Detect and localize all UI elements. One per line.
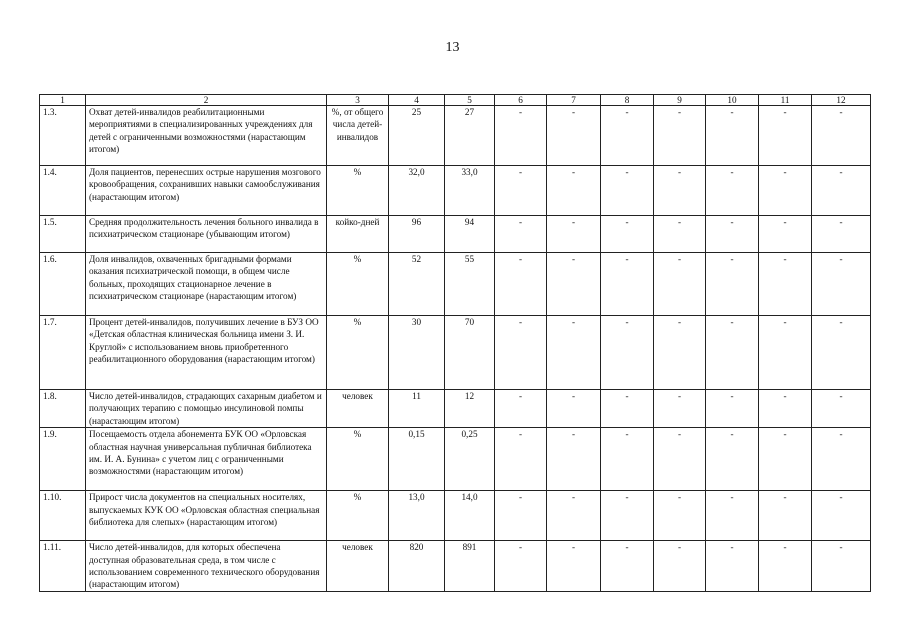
empty-value-cell: -	[706, 106, 759, 166]
empty-value-cell: -	[812, 253, 871, 316]
empty-value-cell: -	[812, 390, 871, 428]
value-col-4: 820	[389, 541, 445, 592]
table-row	[40, 316, 871, 390]
unit-of-measure: человек	[327, 390, 389, 428]
value-col-5: 70	[445, 316, 495, 390]
empty-value-cell: -	[654, 253, 706, 316]
unit-of-measure: %	[327, 428, 389, 491]
empty-value-cell: -	[547, 428, 601, 491]
indicator-name: Прирост числа документов на специальных носителях, выпускаемых КУК ОО «Орловская областная специальная библиотека для слепых» (нарастающим итогом)	[86, 491, 327, 541]
empty-value-cell: -	[654, 541, 706, 592]
empty-value-cell: -	[654, 106, 706, 166]
value-col-5: 33,0	[445, 166, 495, 216]
empty-value-cell: -	[547, 216, 601, 253]
row-number: 1.5.	[40, 216, 86, 253]
empty-value-cell: -	[654, 390, 706, 428]
value-col-5: 55	[445, 253, 495, 316]
column-header: 10	[706, 95, 759, 106]
value-col-5: 891	[445, 541, 495, 592]
empty-value-cell: -	[495, 428, 547, 491]
column-header: 2	[86, 95, 327, 106]
unit-of-measure: %	[327, 253, 389, 316]
empty-value-cell: -	[495, 216, 547, 253]
empty-value-cell: -	[759, 541, 812, 592]
value-col-4: 0,15	[389, 428, 445, 491]
table-row	[40, 253, 871, 316]
empty-value-cell: -	[706, 253, 759, 316]
row-number: 1.9.	[40, 428, 86, 491]
empty-value-cell: -	[759, 106, 812, 166]
column-header: 3	[327, 95, 389, 106]
empty-value-cell: -	[547, 166, 601, 216]
empty-value-cell: -	[601, 541, 654, 592]
empty-value-cell: -	[812, 541, 871, 592]
empty-value-cell: -	[759, 166, 812, 216]
row-number: 1.6.	[40, 253, 86, 316]
empty-value-cell: -	[654, 316, 706, 390]
page-number: 13	[445, 40, 460, 55]
table-row	[40, 390, 871, 428]
column-header: 8	[601, 95, 654, 106]
indicator-name: Процент детей-инвалидов, получивших лечение в БУЗ ОО «Детская областная клиническая больница имени З. И. Круглой» с использованием вновь приобретенного реабилитационного оборудования (нарастающим итогом)	[86, 316, 327, 390]
value-col-5: 0,25	[445, 428, 495, 491]
column-header: 6	[495, 95, 547, 106]
empty-value-cell: -	[495, 106, 547, 166]
table-row	[40, 491, 871, 541]
column-header: 12	[812, 95, 871, 106]
empty-value-cell: -	[601, 216, 654, 253]
row-number: 1.3.	[40, 106, 86, 166]
column-header: 1	[40, 95, 86, 106]
table-row	[40, 428, 871, 491]
empty-value-cell: -	[601, 106, 654, 166]
empty-value-cell: -	[812, 216, 871, 253]
indicator-name: Средняя продолжительность лечения больного инвалида в психиатрическом стационаре (убывающим итогом)	[86, 216, 327, 253]
column-header: 5	[445, 95, 495, 106]
value-col-4: 25	[389, 106, 445, 166]
column-header: 11	[759, 95, 812, 106]
empty-value-cell: -	[759, 316, 812, 390]
value-col-4: 11	[389, 390, 445, 428]
empty-value-cell: -	[812, 428, 871, 491]
column-header: 4	[389, 95, 445, 106]
unit-of-measure: %	[327, 491, 389, 541]
column-header: 9	[654, 95, 706, 106]
empty-value-cell: -	[601, 316, 654, 390]
value-col-4: 52	[389, 253, 445, 316]
empty-value-cell: -	[654, 216, 706, 253]
empty-value-cell: -	[547, 316, 601, 390]
empty-value-cell: -	[706, 390, 759, 428]
value-col-5: 94	[445, 216, 495, 253]
empty-value-cell: -	[495, 316, 547, 390]
empty-value-cell: -	[654, 166, 706, 216]
table-row	[40, 166, 871, 216]
column-header: 7	[547, 95, 601, 106]
empty-value-cell: -	[812, 316, 871, 390]
empty-value-cell: -	[601, 253, 654, 316]
empty-value-cell: -	[706, 428, 759, 491]
value-col-5: 27	[445, 106, 495, 166]
row-number: 1.4.	[40, 166, 86, 216]
empty-value-cell: -	[495, 253, 547, 316]
empty-value-cell: -	[601, 428, 654, 491]
table-row	[40, 216, 871, 253]
table-row	[40, 106, 871, 166]
empty-value-cell: -	[759, 428, 812, 491]
value-col-4: 13,0	[389, 491, 445, 541]
empty-value-cell: -	[654, 491, 706, 541]
table-row	[40, 541, 871, 592]
empty-value-cell: -	[706, 216, 759, 253]
row-number: 1.11.	[40, 541, 86, 592]
empty-value-cell: -	[812, 106, 871, 166]
value-col-5: 14,0	[445, 491, 495, 541]
unit-of-measure: человек	[327, 541, 389, 592]
empty-value-cell: -	[706, 491, 759, 541]
empty-value-cell: -	[812, 166, 871, 216]
empty-value-cell: -	[547, 390, 601, 428]
empty-value-cell: -	[547, 491, 601, 541]
unit-of-measure: %, от общего числа детей-инвалидов	[327, 106, 389, 166]
indicator-name: Охват детей-инвалидов реабилитационными мероприятиями в специализированных учреждениях для детей с ограниченными возможностями (нарастающим итогом)	[86, 106, 327, 166]
empty-value-cell: -	[759, 253, 812, 316]
indicator-name: Доля пациентов, перенесших острые нарушения мозгового кровообращения, сохранивших навыки самообслуживания (нарастающим итогом)	[86, 166, 327, 216]
empty-value-cell: -	[706, 316, 759, 390]
empty-value-cell: -	[547, 253, 601, 316]
empty-value-cell: -	[601, 390, 654, 428]
empty-value-cell: -	[759, 491, 812, 541]
empty-value-cell: -	[495, 491, 547, 541]
row-number: 1.8.	[40, 390, 86, 428]
indicator-name: Число детей-инвалидов, страдающих сахарным диабетом и получающих терапию с помощью инсулиновой помпы (нарастающим итогом)	[86, 390, 327, 428]
unit-of-measure: %	[327, 166, 389, 216]
value-col-4: 32,0	[389, 166, 445, 216]
value-col-4: 96	[389, 216, 445, 253]
empty-value-cell: -	[601, 491, 654, 541]
indicator-name: Посещаемость отдела абонемента БУК ОО «Орловская областная научная универсальная публичная библиотека им. И. А. Бунина» с учетом лиц с ограниченными возможностями (нарастающим итогом)	[86, 428, 327, 491]
value-col-4: 30	[389, 316, 445, 390]
empty-value-cell: -	[654, 428, 706, 491]
empty-value-cell: -	[706, 166, 759, 216]
unit-of-measure: койко-дней	[327, 216, 389, 253]
empty-value-cell: -	[759, 216, 812, 253]
empty-value-cell: -	[495, 541, 547, 592]
empty-value-cell: -	[547, 106, 601, 166]
empty-value-cell: -	[601, 166, 654, 216]
row-number: 1.10.	[40, 491, 86, 541]
empty-value-cell: -	[706, 541, 759, 592]
indicator-name: Число детей-инвалидов, для которых обеспечена доступная образовательная среда, в том числе с использованием современного технического оборудования (нарастающим итогом)	[86, 541, 327, 592]
empty-value-cell: -	[547, 541, 601, 592]
row-number: 1.7.	[40, 316, 86, 390]
table-header-row	[40, 95, 871, 106]
empty-value-cell: -	[759, 390, 812, 428]
unit-of-measure: %	[327, 316, 389, 390]
empty-value-cell: -	[495, 166, 547, 216]
empty-value-cell: -	[495, 390, 547, 428]
value-col-5: 12	[445, 390, 495, 428]
indicator-name: Доля инвалидов, охваченных бригадными формами оказания психиатрической помощи, в общем числе больных, проходящих стационарное лечение в психиатрическом стационаре (нарастающим итогом)	[86, 253, 327, 316]
empty-value-cell: -	[812, 491, 871, 541]
indicators-table	[39, 94, 871, 592]
